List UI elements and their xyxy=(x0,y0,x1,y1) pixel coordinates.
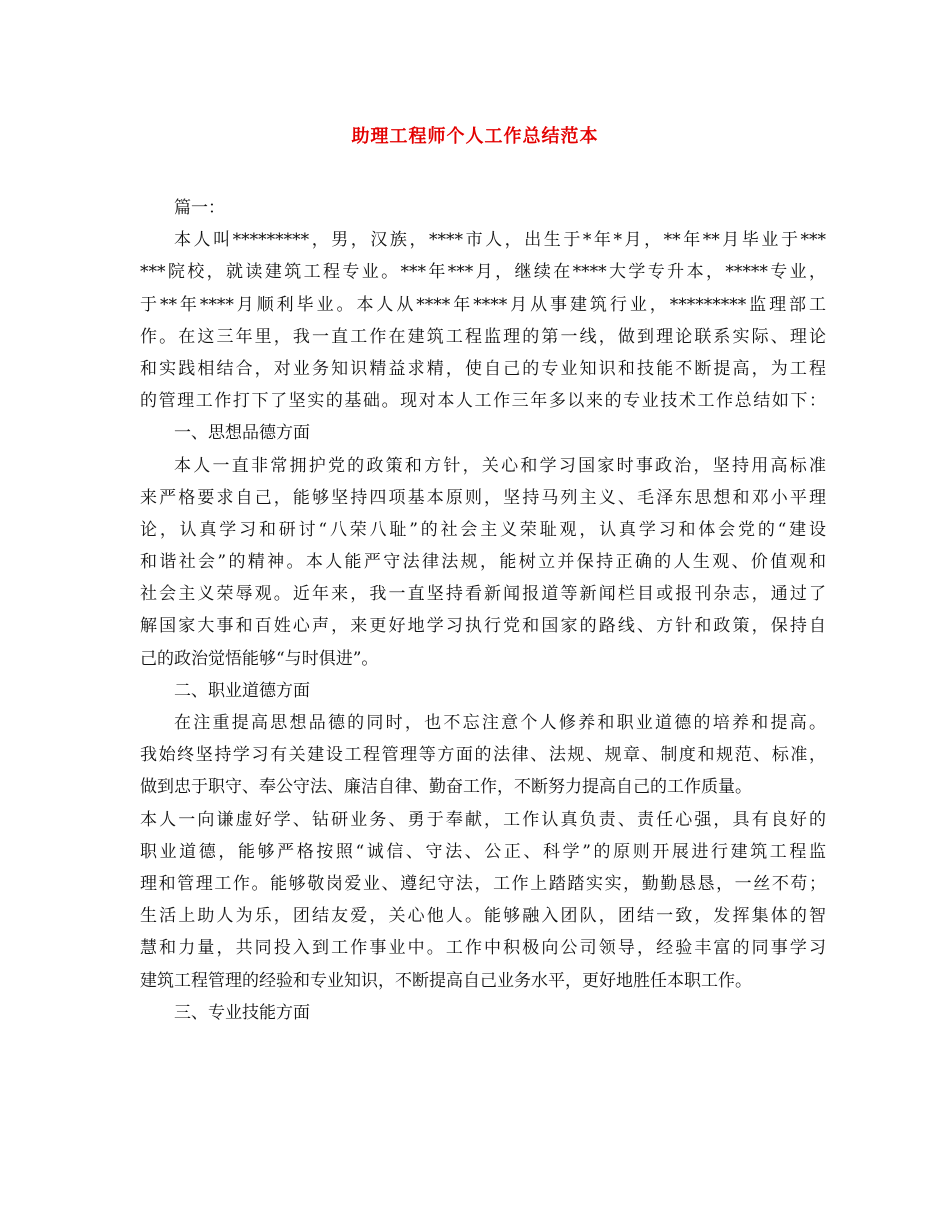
body-line: 生活上助人为乐，团结友爱，关心他人。能够融入团队，团结一致，发挥集体的智 xyxy=(140,906,826,927)
body-line: 解国家大事和百姓心声，来更好地学习执行党和国家的路线、方针和政策，保持自 xyxy=(140,616,826,637)
body-line: 社会主义荣辱观。近年来，我一直坚持看新闻报道等新闻栏目或报刊杂志，通过了 xyxy=(140,584,826,605)
body-line: 二、职业道德方面 xyxy=(174,680,310,701)
body-line: 职业道德，能够严格按照“诚信、守法、公正、科学”的原则开展进行建筑工程监 xyxy=(140,841,826,862)
body-line: 来严格要求自己，能够坚持四项基本原则，坚持马列主义、毛泽东思想和邓小平理 xyxy=(140,487,826,508)
body-line: 建筑工程管理的经验和专业知识，不断提高自己业务水平，更好地胜任本职工作。 xyxy=(140,970,752,991)
body-line: 的管理工作打下了坚实的基础。现对本人工作三年多以来的专业技术工作总结如下： xyxy=(140,391,826,412)
body-line: 理和管理工作。能够敬岗爱业、遵纪守法，工作上踏踏实实，勤勤恳恳，一丝不苟； xyxy=(140,873,826,894)
body-line: 于**年****月顺利毕业。本人从****年****月从事建筑行业，*********监理部工 xyxy=(140,294,826,315)
body-line: 作。在这三年里，我一直工作在建筑工程监理的第一线，做到理论联系实际、理论 xyxy=(140,326,826,347)
document-title: 助理工程师个人工作总结范本 xyxy=(351,126,599,147)
body-line: 和实践相结合，对业务知识精益求精，使自己的专业知识和技能不断提高，为工程 xyxy=(140,358,826,379)
body-line: 本人一直非常拥护党的政策和方针，关心和学习国家时事政治，坚持用高标准 xyxy=(174,455,826,476)
body-line: 在注重提高思想品德的同时，也不忘注意个人修养和职业道德的培养和提高。 xyxy=(174,713,826,733)
body-line: 本人一向谦虚好学、钻研业务、勇于奉献，工作认真负责、责任心强，具有良好的 xyxy=(140,809,826,830)
body-line: 我始终坚持学习有关建设工程管理等方面的法律、法规、规章、制度和规范、标准， xyxy=(140,745,826,766)
body-line: 本人叫*********，男，汉族，****市人，出生于*年*月，**年**月毕业于*** xyxy=(174,230,826,251)
body-line: 论，认真学习和研讨“八荣八耻”的社会主义荣耻观，认真学习和体会党的“建设 xyxy=(140,519,826,540)
document-body xyxy=(140,192,826,1029)
body-line: 篇一： xyxy=(174,198,225,218)
body-line: 一、思想品德方面 xyxy=(174,423,310,444)
body-line: 三、专业技能方面 xyxy=(174,1002,310,1023)
body-line: 做到忠于职守、奉公守法、廉洁自律、勤奋工作，不断努力提高自己的工作质量。 xyxy=(140,777,752,798)
body-line: ***院校，就读建筑工程专业。***年***月，继续在****大学专升本，*****专业， xyxy=(140,262,826,283)
body-line: 慧和力量，共同投入到工作事业中。工作中积极向公司领导，经验丰富的同事学习 xyxy=(140,938,826,959)
body-line: 己的政治觉悟能够“与时俱进”。 xyxy=(140,648,379,669)
body-line: 和谐社会”的精神。本人能严守法律法规，能树立并保持正确的人生观、价值观和 xyxy=(140,552,826,573)
